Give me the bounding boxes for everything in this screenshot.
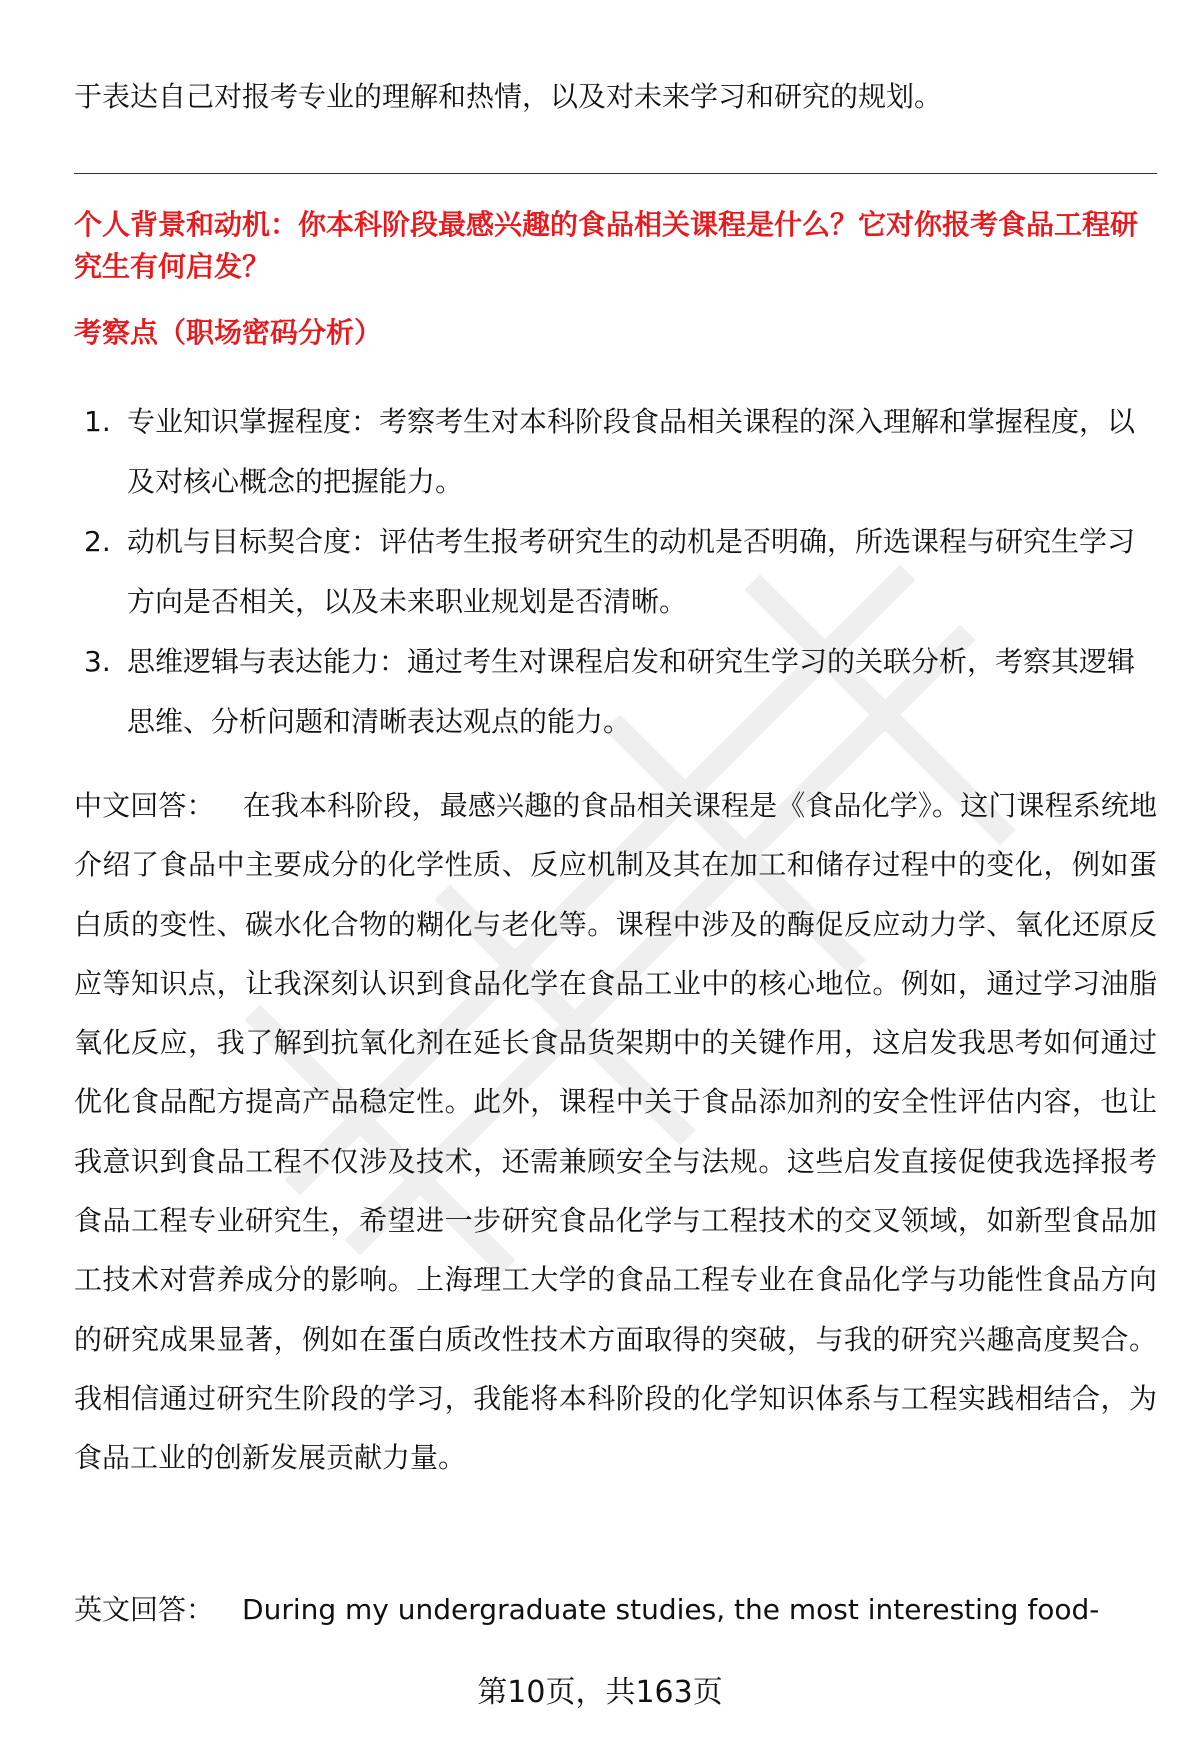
list-item <box>74 632 1157 752</box>
english-answer <box>74 1585 1157 1635</box>
chinese-answer <box>74 776 1157 1488</box>
list-item-number: 2. <box>84 525 111 558</box>
focus-points-list <box>74 392 1157 752</box>
intro-tail-text: 于表达自己对报考专业的理解和热情，以及对未来学习和研究的规划。 <box>74 80 943 113</box>
chinese-answer-label: 中文回答： <box>74 789 215 822</box>
section-divider <box>74 173 1157 174</box>
question-heading: 个人背景和动机：你本科阶段最感兴趣的食品相关课程是什么？它对你报考食品工程研究生有何启发？ <box>74 208 1139 283</box>
list-item <box>74 512 1157 632</box>
list-item-text: 思维逻辑与表达能力：通过考生对课程启发和研究生学习的关联分析，考察其逻辑思维、分析问题和清晰表达观点的能力。 <box>127 645 1136 738</box>
list-item <box>74 392 1157 512</box>
list-item-text: 动机与目标契合度：评估考生报考研究生的动机是否明确，所选课程与研究生学习方向是否相关，以及未来职业规划是否清晰。 <box>127 525 1136 618</box>
page-number-footer: 第10页，共163页 <box>477 1675 723 1710</box>
focus-title: 考察点（职场密码分析） <box>74 316 383 349</box>
list-item-text: 专业知识掌握程度：考察考生对本科阶段食品相关课程的深入理解和掌握程度，以及对核心概念的把握能力。 <box>127 405 1136 498</box>
english-answer-label: 英文回答： <box>74 1593 215 1626</box>
chinese-answer-text: 在我本科阶段，最感兴趣的食品相关课程是《食品化学》。这门课程系统地介绍了食品中主要成分的化学性质、反应机制及其在加工和储存过程中的变化，例如蛋白质的变性、碳水化合物的糊化与老化等。课程中涉及的酶促反应动力学、氧化还原反应等知识点，让我深刻认识到食品化学在食品工业中的核心地位。例如，通过学习油脂氧化反应，我了解到抗氧化剂在延长食品货架期中的关键作用，这启发我思考如何通过优化食品配方提高产品稳定性。此外，课程中关于食品添加剂的安全性评估内容，也让我意识到食品工程不仅涉及技术，还需兼顾安全与法规。这些启发直接促使我选择报考食品工程专业研究生，希望进一步研究食品化学与工程技术的交叉领域，如新型食品加工技术对营养成分的影响。上海理工大学的食品工程专业在食品化学与功能性食品方向的研究成果显著，例如在蛋白质改性技术方面取得的突破，与我的研究兴趣高度契合。我相信通过研究生阶段的学习，我能将本科阶段的化学知识体系与工程实践相结合，为食品工业的创新发展贡献力量。 <box>74 789 1157 1475</box>
english-answer-text: During my undergraduate studies, the most interesting food- <box>242 1593 1100 1626</box>
list-item-number: 3. <box>84 645 111 678</box>
list-item-number: 1. <box>84 405 111 438</box>
